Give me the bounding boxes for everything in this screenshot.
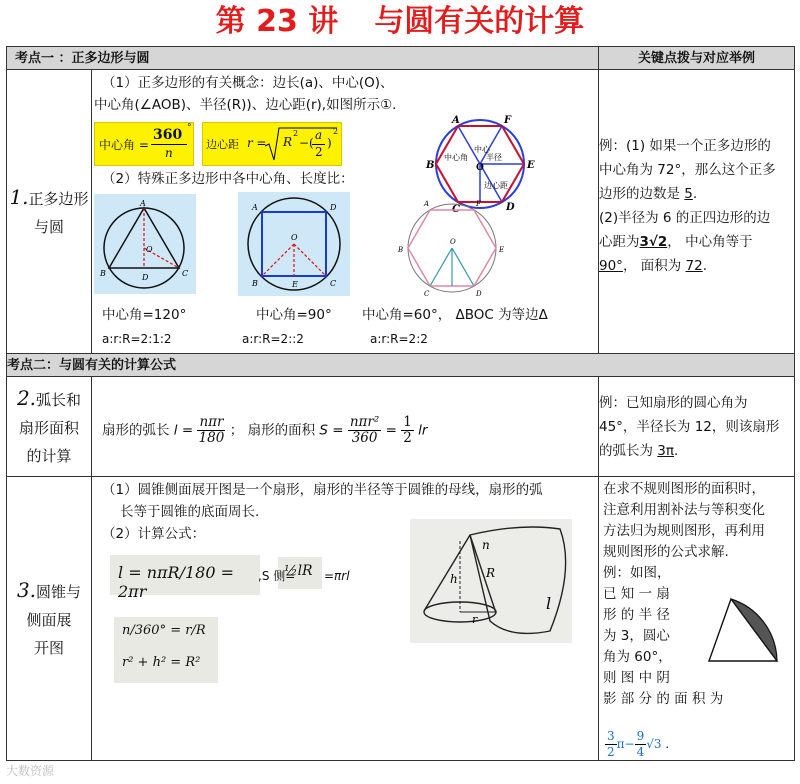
svg-text:R: R [486,566,496,580]
page-title: 第 23 讲 与圆有关的计算 [215,4,585,39]
row-regular-polygon [7,70,795,354]
svg-text:A: A [452,115,460,126]
svg-text:中心: 中心 [474,145,490,154]
row-arc-sector [7,377,795,477]
hexagon-figure [392,194,512,300]
square-angle: 中心角=90° [256,307,332,323]
svg-text:n: n [482,538,490,552]
hexagon-ratio: a:r:R=2:2 [370,332,428,346]
handwritten-half-lr: ½lR [278,557,322,589]
central-angle-formula: 中心角 = 360 n ° [94,122,194,166]
svg-text:O: O [146,245,153,254]
lateral-area-label: ,S 侧= [258,569,296,583]
svg-text:B: B [252,279,258,288]
content-cone [92,477,599,761]
knowledge-table [6,46,795,761]
cone-line-2: 长等于圆锥的底面周长. [120,504,260,520]
svg-text:中心角: 中心角 [444,153,468,162]
svg-text:C: C [452,204,460,214]
hexagon-angle: 中心角=60°， ΔBOC 为等边Δ [362,307,548,323]
svg-text:C: C [182,269,189,278]
svg-text:D: D [142,273,149,282]
triangle-ratio: a:r:R=2:1:2 [102,332,172,346]
svg-text:C: C [424,290,430,298]
concept-line-2: 中心角(∠AOB)、半径(R))、边心距(r),如图所示①. [94,97,397,113]
cone-line-1: （1）圆锥侧面展开图是一个扇形，扇形的半径等于圆锥的母线，扇形的弧 [102,482,543,498]
svg-text:O: O [476,163,484,173]
square-ratio: a:r:R=2::2 [242,332,304,346]
shaded-area-answer: $\frac{3}{2}$ π− $\frac{9}{4}$ √3 . [607,729,670,759]
svg-text:D: D [506,202,515,213]
svg-text:A: A [252,203,258,212]
header-topic: 考点一 ：正多边形与圆 [7,47,599,70]
content-arc-sector [92,377,599,477]
triangle-angle: 中心角=120° [102,307,187,323]
svg-text:E: E [499,246,505,254]
svg-text:C: C [330,279,337,288]
svg-text:D: D [476,290,482,298]
cone-line-3: （2）计算公式： [102,526,206,542]
square-figure [238,192,350,296]
handwritten-arc-formula: l = nπR/180 = 2πr [110,555,260,595]
svg-text:O: O [450,238,456,246]
svg-text:O: O [291,233,298,242]
apothem-formula: 边心距 r = R 2 −( a 2 ) 2 [202,122,342,166]
cone-sketch [410,519,572,643]
triangle-figure [94,194,196,294]
special-polygon-heading: （2）特殊正多边形中各中心角、长度比： [102,171,354,187]
svg-text:l: l [546,594,552,613]
svg-text:B: B [398,246,404,254]
sector-shaded-figure [703,591,789,671]
watermark: 大数资源 [6,764,55,778]
lateral-area-tail: =πrl [324,569,350,583]
svg-text:E: E [292,280,298,289]
svg-text:A: A [140,199,146,208]
svg-text:D: D [330,203,337,212]
svg-text:B: B [426,160,435,171]
row-cone [7,477,795,761]
svg-text:A: A [424,200,430,208]
section-2-header: 考点二：与圆有关的计算公式 [7,354,795,377]
example-regular-polygon: 例：(1) 如果一个正多边形的 中心角为 72°，那么这个正多 边形的边数是 5. (2)半径为 6 的正四边形的边 心距为3√2， 中心角等于 90°， 面积为 72. [599,70,795,354]
handwritten-ratio-pythagoras: n/360° = r/R r² + h² = R² [114,617,218,683]
arc-sector-formulas: 扇形的弧长 l = $\frac{\text{nπr}}{180}$ ； 扇形的面积 S = $\frac{\text{nπr²}}{360}$ = $\frac{1}{2}$ lr [102,414,428,446]
example-arc-sector: 例：已知扇形的圆心角为 45°，半径长为 12，则该扇形 的弧长为 3π. [599,377,795,477]
example-cone: 在求不规则图形的面积时， 注意利用割补法与等积变化 方法归为规则图形，再利用 规则图形的公式求解. 例：如图， 已 知 一 扇 形 的 半 径 为 3，圆心 角为 60°， 则 图 中 阴 影 部 分 的 面 积 为 $\frac{3}{2}$ π− $\frac{9}{4}$ √3 . [599,477,795,761]
svg-text:h: h [450,572,458,586]
label-regular-polygon: 1.正多边形与圆 [7,70,92,354]
svg-text:F: F [476,200,481,208]
content-regular-polygon [92,70,599,354]
concept-line-1: （1）正多边形的有关概念：边长(a)、中心(O)、 [102,75,394,91]
svg-text:B: B [100,269,106,278]
svg-text:r: r [472,613,478,626]
svg-text:F: F [504,115,512,126]
label-arc-sector: 2.弧长和 扇形面积 的计算 [7,377,92,477]
svg-text:半径: 半径 [486,153,502,162]
svg-text:边心距: 边心距 [484,181,508,190]
header-key-points: 关键点拨与对应举例 [599,47,795,70]
table-header-row [7,47,795,70]
svg-text:E: E [527,160,535,171]
label-cone: 3.圆锥与 侧面展 开图 [7,477,92,761]
